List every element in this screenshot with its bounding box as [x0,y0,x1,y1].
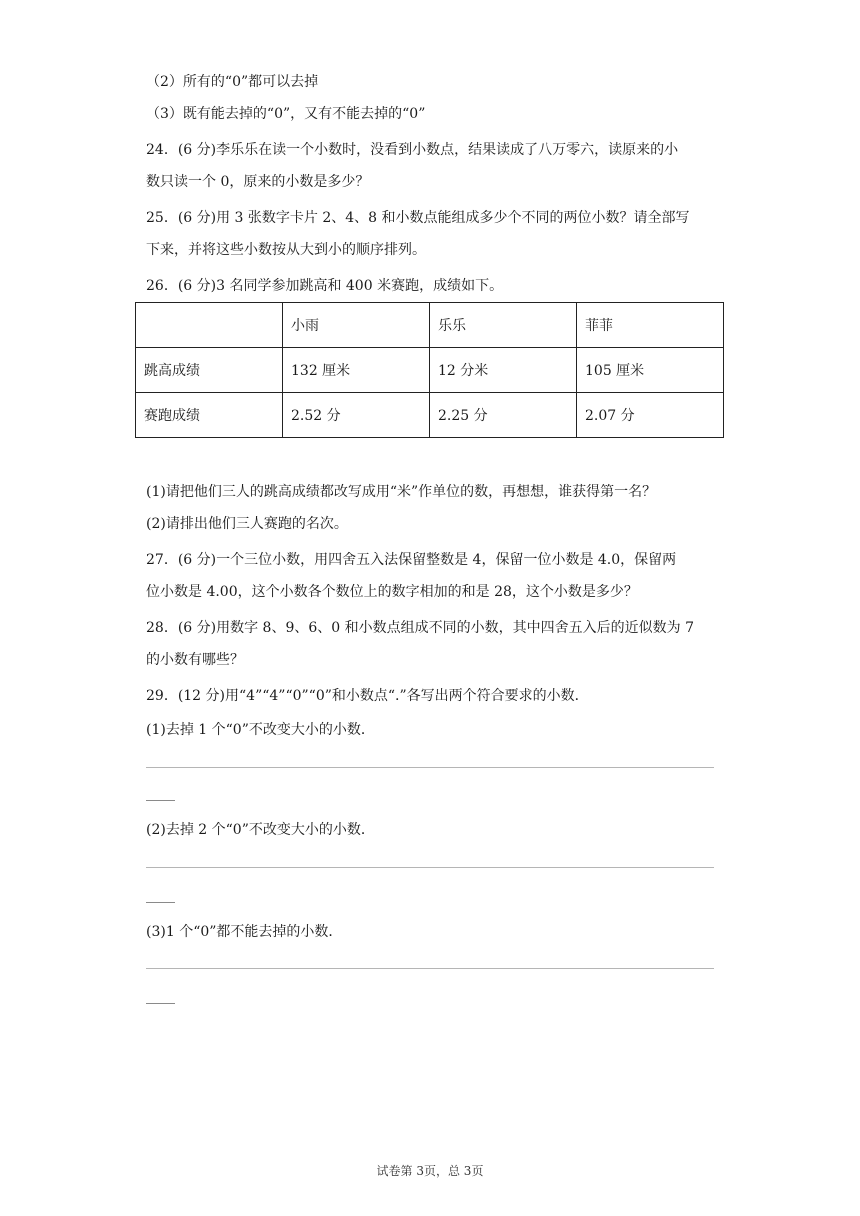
question-23-option-2: （2）所有的“0”都可以去掉 [146,74,319,90]
scores-table [135,302,724,438]
question-26-stem: 26．(6 分)3 名同学参加跳高和 400 米赛跑，成绩如下。 [146,278,504,294]
table-row [136,393,724,438]
table-cell: 乐乐 [430,303,577,348]
question-27-line-2: 位小数是 4.00，这个小数各个数位上的数字相加的和是 28，这个小数是多少？ [146,584,638,600]
question-24-line-1: 24．(6 分)李乐乐在读一个小数时，没看到小数点，结果读成了八万零六，读原来的小 [146,142,679,158]
table-cell: 12 分米 [430,348,577,393]
table-cell: 2.25 分 [430,393,577,438]
table-cell: 跳高成绩 [136,348,283,393]
answer-line[interactable] [146,968,714,969]
table-cell: 2.07 分 [577,393,724,438]
answer-line-tail [146,902,175,903]
question-28-line-2: 的小数有哪些？ [146,652,244,668]
table-cell: 小雨 [283,303,430,348]
table-cell: 赛跑成绩 [136,393,283,438]
page-footer: 试卷第 3页，总 3页 [376,1164,484,1178]
table-header-row [136,303,724,348]
table-cell: 菲菲 [577,303,724,348]
question-28-line-1: 28．(6 分)用数字 8、9、6、0 和小数点组成不同的小数，其中四舍五入后的近似数为 7 [146,620,694,636]
answer-line[interactable] [146,867,714,868]
question-26-part-1: (1)请把他们三人的跳高成绩都改写成用“米”作单位的数，再想想，谁获得第一名？ [146,484,657,500]
question-29-part-1: (1)去掉 1 个“0”不改变大小的小数． [146,722,375,738]
question-29-part-3: (3)1 个“0”都不能去掉的小数． [146,924,343,940]
question-27-line-1: 27．(6 分)一个三位小数，用四舍五入法保留整数是 4，保留一位小数是 4.0，保留两 [146,552,677,568]
question-25-line-2: 下来，并将这些小数按从大到小的顺序排列。 [146,242,426,258]
answer-line[interactable] [146,767,714,768]
question-26-part-2: (2)请排出他们三人赛跑的名次。 [146,516,348,532]
table-cell [136,303,283,348]
question-23-option-3: （3）既有能去掉的“0”，又有不能去掉的“0” [146,106,426,122]
question-29-stem: 29．(12 分)用“4”“4”“0”“0”和小数点“.”各写出两个符合要求的小数． [146,688,589,704]
table-cell: 132 厘米 [283,348,430,393]
table-row [136,348,724,393]
question-29-part-2: (2)去掉 2 个“0”不改变大小的小数． [146,822,375,838]
table-cell: 105 厘米 [577,348,724,393]
answer-line-tail [146,800,175,801]
question-25-line-1: 25．(6 分)用 3 张数字卡片 2、4、8 和小数点能组成多少个不同的两位小数？请全部写 [146,210,690,226]
question-24-line-2: 数只读一个 0，原来的小数是多少？ [146,174,370,190]
table-cell: 2.52 分 [283,393,430,438]
answer-line-tail [146,1003,175,1004]
